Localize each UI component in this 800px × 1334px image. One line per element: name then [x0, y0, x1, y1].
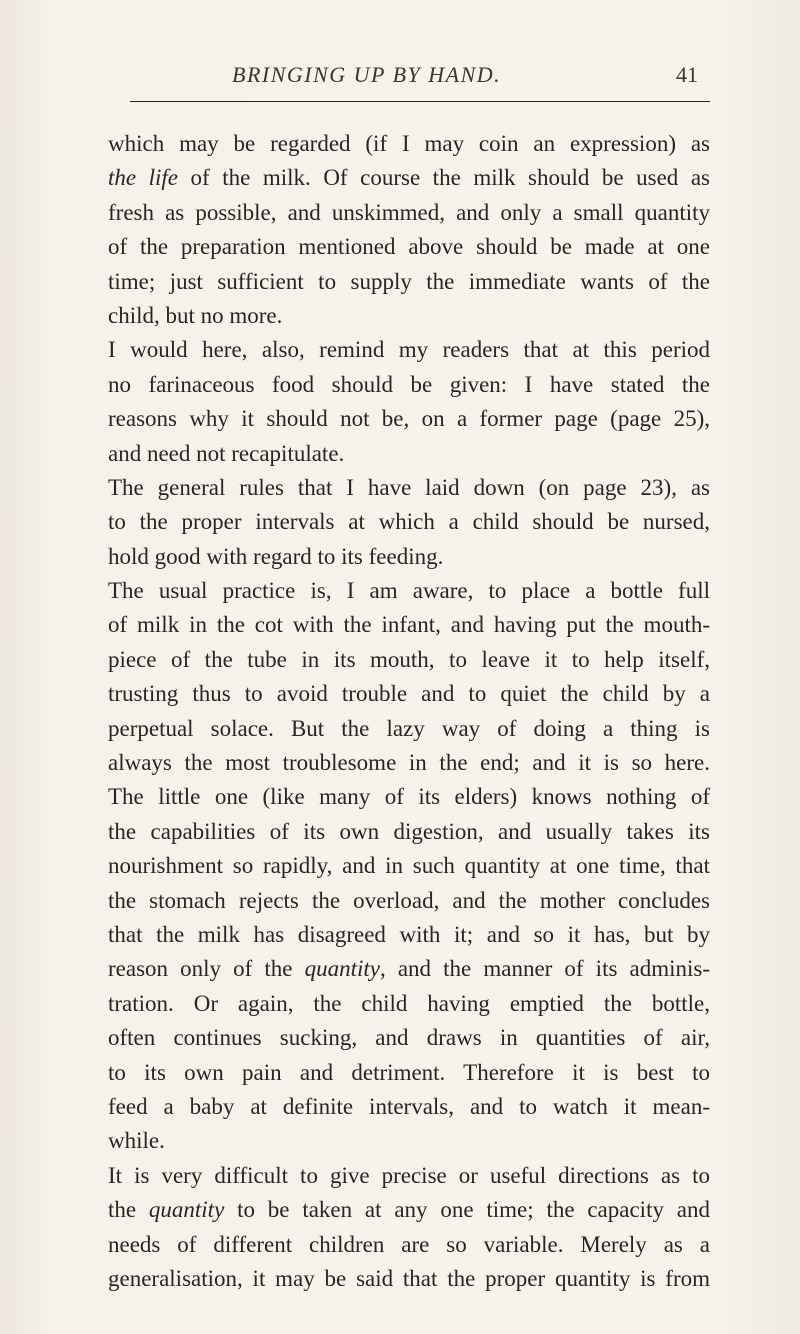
text-line: to its own pain and detriment. Therefore it is best to — [108, 1059, 710, 1085]
text-line: piece of the tube in its mouth, to leave it to help itself, — [108, 646, 710, 672]
text-line: always the most troublesome in the end; and it is so here. — [108, 750, 710, 776]
italic-text: quantity — [304, 956, 380, 982]
text-line: to the proper intervals at which a child should be nursed, — [108, 509, 710, 535]
text-segment: reason only of the — [108, 956, 305, 982]
text-line: that the milk has disagreed with it; and so it has, but by — [108, 921, 710, 947]
page-number: 41 — [676, 62, 698, 87]
text-line: perpetual solace. But the lazy way of doing a thing is — [108, 715, 710, 741]
header-rule — [130, 101, 710, 102]
text-line: It is very difficult to give precise or useful directions as to — [108, 1162, 710, 1188]
text-line: which may be regarded (if I may coin an expression) as — [108, 131, 710, 156]
text-line: the stomach rejects the overload, and the mother concludes — [108, 887, 710, 913]
text-line: nourishment so rapidly, and in such quantity at one time, that — [108, 853, 710, 879]
text-line: The general rules that I have laid down (on page 23), as — [108, 474, 710, 500]
text-line: generalisation, it may be said that the proper quantity is from — [108, 1265, 710, 1291]
text-line — [108, 1193, 710, 1227]
page-header — [0, 62, 800, 94]
text-line: The little one (like many of its elders) knows nothing of — [108, 784, 710, 810]
text-line: and need not recapitulate. — [108, 440, 345, 466]
text-segment: of the milk. Of course the milk should be used as — [178, 165, 710, 191]
text-line: while. — [108, 1128, 165, 1154]
text-line: no farinaceous food should be given: I have stated the — [108, 371, 710, 397]
text-segment: to be taken at any one time; the capacity and — [224, 1197, 710, 1223]
running-head: BRINGING UP BY HAND. — [232, 62, 502, 87]
text-line: of milk in the cot with the infant, and having put the mouth- — [108, 612, 710, 638]
text-segment: , and the manner of its adminis- — [379, 956, 710, 982]
text-line — [108, 161, 710, 195]
text-line: trusting thus to avoid trouble and to quiet the child by a — [108, 681, 710, 707]
text-segment: the — [108, 1197, 149, 1223]
text-line: the capabilities of its own digestion, and usually takes its — [108, 818, 710, 844]
text-line: often continues sucking, and draws in quantities of air, — [108, 1025, 710, 1051]
text-line: The usual practice is, I am aware, to place a bottle full — [108, 578, 710, 604]
text-line: child, but no more. — [108, 302, 283, 328]
text-line: reasons why it should not be, on a former page (page 25), — [108, 406, 710, 432]
italic-text: quantity — [148, 1197, 225, 1223]
italic-text: the life — [108, 165, 179, 191]
text-line: fresh as possible, and unskimmed, and only a small quantity — [108, 199, 710, 225]
text-line — [108, 952, 710, 986]
text-line: hold good with regard to its feeding. — [108, 543, 444, 569]
text-line: of the preparation mentioned above should be made at one — [108, 234, 710, 260]
text-line: needs of different children are so variable. Merely as a — [108, 1231, 710, 1257]
body-text — [108, 127, 710, 1296]
text-line: time; just sufficient to supply the immediate wants of the — [108, 268, 710, 294]
text-line: I would here, also, remind my readers that at this period — [108, 337, 710, 363]
text-line: feed a baby at definite intervals, and to watch it mean- — [108, 1093, 710, 1119]
text-line: tration. Or again, the child having emptied the bottle, — [108, 990, 710, 1016]
